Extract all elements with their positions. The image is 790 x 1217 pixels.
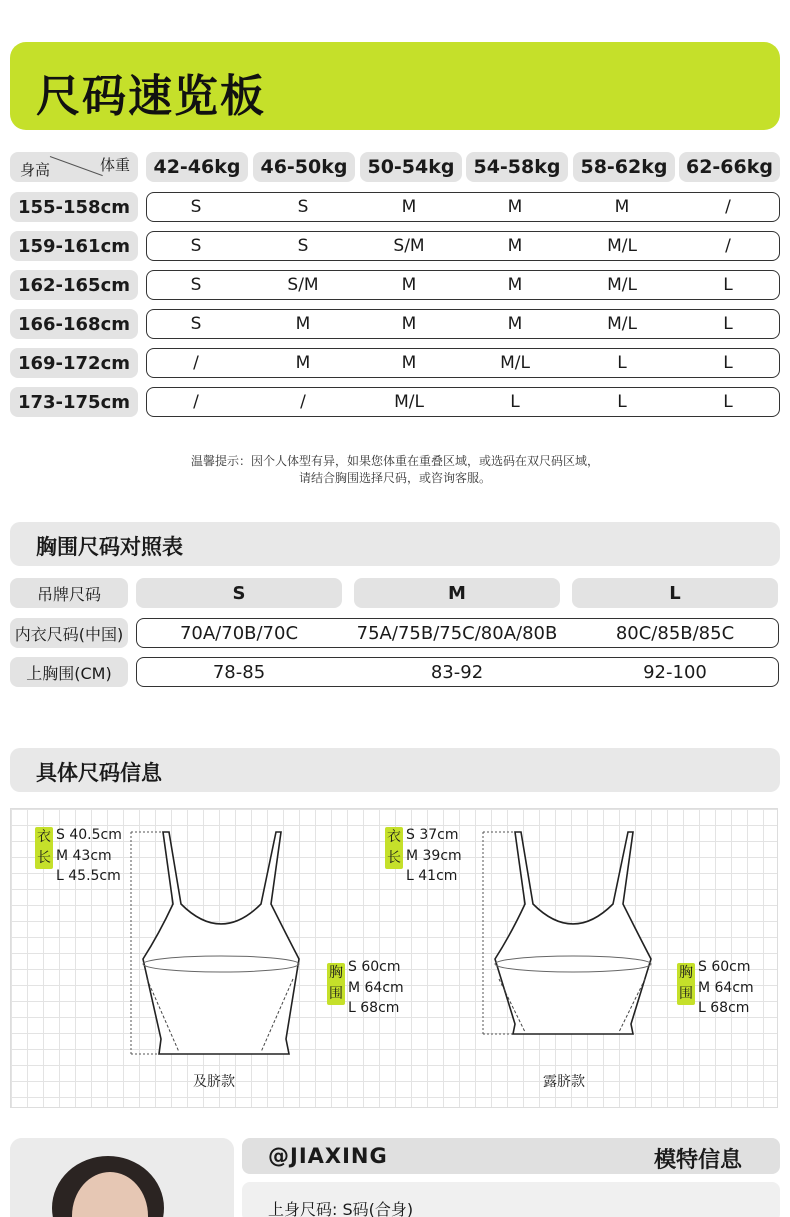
upper-bust-label: 上胸围(CM): [10, 657, 128, 687]
size-grid-header: [10, 152, 780, 182]
size-cell: M/L: [607, 236, 637, 256]
size-cell: S/M: [287, 275, 319, 295]
height-label: 169-172cm: [10, 348, 138, 378]
size-cell: M: [401, 275, 417, 295]
length-tag-char: 衣: [387, 829, 401, 845]
size-grid-row: [10, 387, 780, 417]
size-cell: L: [723, 275, 733, 295]
size-cell: M/L: [607, 314, 637, 334]
size-grid-row: [10, 348, 780, 378]
size-cell: L: [723, 353, 733, 373]
bra-size-value: 70A/70B/70C: [179, 622, 299, 644]
chest-tag-char: 围: [329, 986, 343, 1002]
length-measurements: [56, 825, 122, 887]
bust-section-title: 胸围尺码对照表: [36, 535, 183, 559]
height-label: 155-158cm: [10, 192, 138, 222]
bust-section-header: [10, 522, 780, 566]
size-cell: M: [507, 197, 523, 217]
size-grid-row: [10, 309, 780, 339]
size-cell: L: [510, 392, 520, 412]
chest-s: S 60cm: [348, 959, 401, 975]
chest-tag-char: 胸: [329, 965, 343, 981]
length-tag-char: 长: [387, 850, 401, 866]
page-title: 尺码速览板: [36, 71, 266, 122]
chest-l: L 68cm: [348, 1000, 400, 1016]
chest-tag-char: 围: [679, 986, 693, 1002]
length-s: S 40.5cm: [56, 827, 122, 843]
length-tag: [35, 827, 53, 869]
upper-bust-value: 92-100: [643, 661, 707, 683]
chest-measurements: [348, 957, 404, 1019]
upper-bust-value: 83-92: [430, 661, 484, 683]
size-grid-row: [10, 192, 780, 222]
size-cell: M: [295, 314, 311, 334]
cropped-caption: 露脐款: [543, 1074, 585, 1090]
length-s: S 37cm: [406, 827, 459, 843]
weight-header: 62-66kg: [679, 152, 780, 182]
size-cell: /: [725, 236, 731, 256]
chest-tag-char: 胸: [679, 965, 693, 981]
size-cell: M: [614, 197, 630, 217]
tag-size-l: L: [572, 578, 778, 608]
bra-size-value: 75A/75B/75C/80A/80B: [356, 622, 558, 644]
size-cell: S: [190, 197, 202, 217]
length-l: L 45.5cm: [56, 868, 121, 884]
tag-size-label: 吊牌尺码: [10, 578, 128, 608]
tag-size-s: S: [136, 578, 342, 608]
size-cell: L: [617, 353, 627, 373]
bra-size-value: 80C/85B/85C: [615, 622, 735, 644]
size-cell: S: [190, 236, 202, 256]
size-cell: M: [401, 197, 417, 217]
size-grid-row: [10, 231, 780, 261]
size-cell: /: [193, 392, 199, 412]
model-info-title: 模特信息: [653, 1148, 742, 1173]
size-cell: M: [295, 353, 311, 373]
size-note-line1: 温馨提示：因个人体型有异，如果您体重在重叠区域，或选码在双尺码区域，: [190, 454, 599, 468]
height-label: 173-175cm: [10, 387, 138, 417]
weight-header: 46-50kg: [253, 152, 355, 182]
size-grid-row: [10, 270, 780, 300]
detail-section-title: 具体尺码信息: [36, 761, 162, 785]
size-cell: M: [507, 275, 523, 295]
size-cell: S/M: [393, 236, 425, 256]
grid-corner: [10, 152, 138, 182]
length-measurements: [406, 825, 462, 887]
length-tag: [385, 827, 403, 869]
model-handle: @JIAXING: [268, 1144, 388, 1168]
size-cell: M/L: [500, 353, 530, 373]
weight-header: 42-46kg: [146, 152, 248, 182]
size-cell: /: [300, 392, 306, 412]
length-m: M 39cm: [406, 847, 462, 864]
height-label: 159-161cm: [10, 231, 138, 261]
upper-bust-value: 78-85: [212, 661, 266, 683]
size-cell: M/L: [394, 392, 424, 412]
title-banner: [10, 42, 780, 130]
corner-height-label: 身高: [20, 161, 51, 179]
top-outline: [495, 832, 651, 1034]
chest-m: M 64cm: [698, 979, 754, 996]
chest-measurements: [698, 957, 754, 1019]
chest-l: L 68cm: [698, 1000, 750, 1016]
detail-section-header: [10, 748, 780, 792]
size-cell: L: [723, 392, 733, 412]
chest-tag: [327, 963, 345, 1005]
weight-header: 58-62kg: [573, 152, 675, 182]
chest-m: M 64cm: [348, 979, 404, 996]
navel-length-caption: 及脐款: [193, 1074, 235, 1090]
size-cell: M: [507, 236, 523, 256]
size-cell: S: [297, 197, 309, 217]
top-outline: [143, 832, 299, 1054]
size-cell: S: [190, 314, 202, 334]
chest-tag: [677, 963, 695, 1005]
length-m: M 43cm: [56, 847, 112, 864]
size-cell: M: [401, 314, 417, 334]
corner-weight-label: 体重: [99, 156, 130, 174]
size-cell: L: [723, 314, 733, 334]
length-l: L 41cm: [406, 868, 458, 884]
bra-size-label: 内衣尺码(中国): [10, 618, 128, 648]
size-cell: L: [617, 392, 627, 412]
weight-header: 50-54kg: [360, 152, 462, 182]
model-size-line: [242, 1182, 780, 1217]
tag-size-m: M: [354, 578, 560, 608]
height-label: 166-168cm: [10, 309, 138, 339]
model-photo: [10, 1138, 234, 1217]
garment-diagram-panel: [10, 808, 778, 1108]
size-cell: M: [401, 353, 417, 373]
cropped-top-diagram: [473, 824, 673, 1059]
model-info-bar: [242, 1138, 780, 1174]
length-tag-char: 衣: [37, 829, 51, 845]
chest-s: S 60cm: [698, 959, 751, 975]
model-portrait: [10, 1138, 234, 1217]
size-cell: /: [725, 197, 731, 217]
model-top-size: 上身尺码: S码(合身): [268, 1200, 414, 1217]
size-note-line2: 请结合胸围选择尺码，或咨询客服。: [298, 471, 491, 485]
corner-divider: [50, 156, 103, 176]
navel-length-top-diagram: [121, 824, 321, 1059]
size-cell: S: [297, 236, 309, 256]
size-cell: /: [193, 353, 199, 373]
size-cell: M: [507, 314, 523, 334]
weight-header: 54-58kg: [466, 152, 568, 182]
size-cell: S: [190, 275, 202, 295]
height-label: 162-165cm: [10, 270, 138, 300]
length-tag-char: 长: [37, 850, 51, 866]
size-cell: M/L: [607, 275, 637, 295]
